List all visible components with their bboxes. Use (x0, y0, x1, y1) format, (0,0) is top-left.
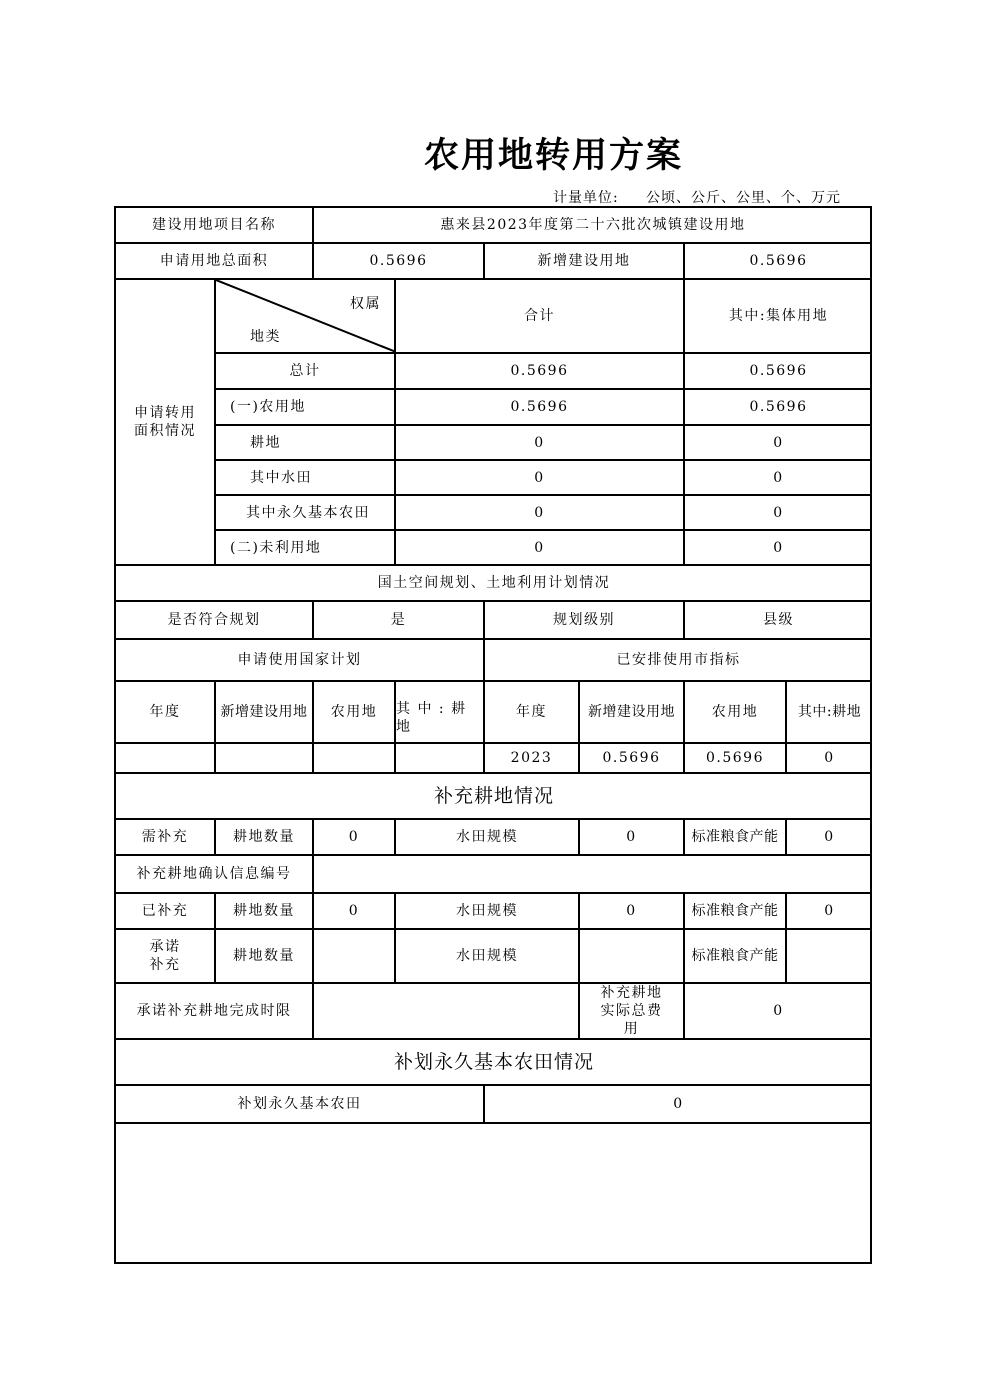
need-paddy-value: 0 (580, 820, 685, 856)
need-grain-label: 标准粮食产能 (685, 820, 787, 856)
basic-farmland-value: 0 (485, 1086, 872, 1124)
plan-col-year-city: 年度 (485, 682, 580, 744)
row-paddy-collective: 0 (685, 461, 872, 496)
unit-line (553, 187, 841, 207)
plan-val-year-city: 2023 (485, 744, 580, 774)
row-agri-total: 0.5696 (396, 390, 685, 426)
conform-value: 是 (314, 602, 485, 640)
project-label: 建设用地项目名称 (116, 208, 314, 244)
header-ownership: 权属 (350, 296, 381, 312)
total-area-value: 0.5696 (314, 244, 485, 280)
new-construction-value: 0.5696 (685, 244, 872, 280)
plan-col-arable-city: 其中:耕地 (787, 682, 872, 744)
promise-paddy-value (580, 930, 685, 984)
basic-farmland-section-title: 补划永久基本农田情况 (116, 1040, 872, 1086)
promise-qty-value (314, 930, 396, 984)
city-indicator-header: 已安排使用市指标 (485, 640, 872, 682)
unit-label: 计量单位: (553, 190, 619, 206)
plan-col-arable-national: 其 中 : 耕 地 (396, 682, 485, 744)
supplement-section-title: 补充耕地情况 (116, 774, 872, 820)
deadline-label: 承诺补充耕地完成时限 (116, 984, 314, 1040)
planning-section-title: 国土空间规划、土地利用计划情况 (116, 566, 872, 602)
done-grain-label: 标准粮食产能 (685, 894, 787, 930)
promise-label: 承诺补充 (116, 930, 216, 984)
promise-paddy-label: 水田规模 (396, 930, 580, 984)
page-title: 农用地转用方案 (423, 135, 683, 176)
diagonal-divider (216, 280, 396, 354)
plan-val-agri-national (314, 744, 396, 774)
plan-val-arable-city: 0 (787, 744, 872, 774)
notes-area (116, 1124, 872, 1262)
level-value: 县级 (685, 602, 872, 640)
project-value: 惠来县2023年度第二十六批次城镇建设用地 (314, 208, 872, 244)
plan-col-new-city: 新增建设用地 (580, 682, 685, 744)
row-label-permanent: 其中永久基本农田 (216, 496, 396, 531)
plan-col-year-national: 年度 (116, 682, 216, 744)
row-permanent-total: 0 (396, 496, 685, 531)
row-total-total: 0.5696 (396, 354, 685, 390)
national-plan-header: 申请使用国家计划 (116, 640, 485, 682)
done-grain-value: 0 (787, 894, 872, 930)
cost-label: 补充耕地实际总费用 (580, 984, 685, 1040)
row-unused-collective: 0 (685, 531, 872, 566)
cost-value: 0 (685, 984, 872, 1040)
done-label: 已补充 (116, 894, 216, 930)
new-construction-label: 新增建设用地 (485, 244, 685, 280)
row-arable-collective: 0 (685, 426, 872, 461)
level-label: 规划级别 (485, 602, 685, 640)
row-label-agri: (一)农用地 (216, 390, 396, 426)
row-permanent-collective: 0 (685, 496, 872, 531)
col-total-header: 合计 (396, 280, 685, 354)
row-paddy-total: 0 (396, 461, 685, 496)
confirm-value (314, 856, 872, 894)
plan-table (114, 206, 872, 1264)
need-paddy-label: 水田规模 (396, 820, 580, 856)
need-grain-value: 0 (787, 820, 872, 856)
row-total-collective: 0.5696 (685, 354, 872, 390)
need-qty-value: 0 (314, 820, 396, 856)
need-label: 需补充 (116, 820, 216, 856)
plan-val-agri-city: 0.5696 (685, 744, 787, 774)
promise-grain-label: 标准粮食产能 (685, 930, 787, 984)
row-label-unused: (二)未利用地 (216, 531, 396, 566)
plan-val-year-national (116, 744, 216, 774)
row-label-arable: 耕地 (216, 426, 396, 461)
deadline-value (314, 984, 580, 1040)
unit-value: 公顷、公斤、公里、个、万元 (645, 190, 841, 206)
plan-col-new-national: 新增建设用地 (216, 682, 314, 744)
confirm-label: 补充耕地确认信息编号 (116, 856, 314, 894)
conversion-section-label: 申请转用面积情况 (116, 280, 216, 566)
promise-grain-value (787, 930, 872, 984)
row-label-paddy: 其中水田 (216, 461, 396, 496)
row-arable-total: 0 (396, 426, 685, 461)
plan-col-agri-city: 农用地 (685, 682, 787, 744)
row-label-total: 总计 (216, 354, 396, 390)
header-landtype: 地类 (250, 329, 281, 345)
row-unused-total: 0 (396, 531, 685, 566)
plan-val-new-national (216, 744, 314, 774)
col-collective-header: 其中:集体用地 (685, 280, 872, 354)
promise-qty-label: 耕地数量 (216, 930, 314, 984)
row-agri-collective: 0.5696 (685, 390, 872, 426)
plan-val-new-city: 0.5696 (580, 744, 685, 774)
basic-farmland-label: 补划永久基本农田 (116, 1086, 485, 1124)
plan-col-agri-national: 农用地 (314, 682, 396, 744)
done-qty-label: 耕地数量 (216, 894, 314, 930)
done-paddy-value: 0 (580, 894, 685, 930)
need-qty-label: 耕地数量 (216, 820, 314, 856)
conform-label: 是否符合规划 (116, 602, 314, 640)
done-paddy-label: 水田规模 (396, 894, 580, 930)
done-qty-value: 0 (314, 894, 396, 930)
total-area-label: 申请用地总面积 (116, 244, 314, 280)
plan-val-arable-national (396, 744, 485, 774)
